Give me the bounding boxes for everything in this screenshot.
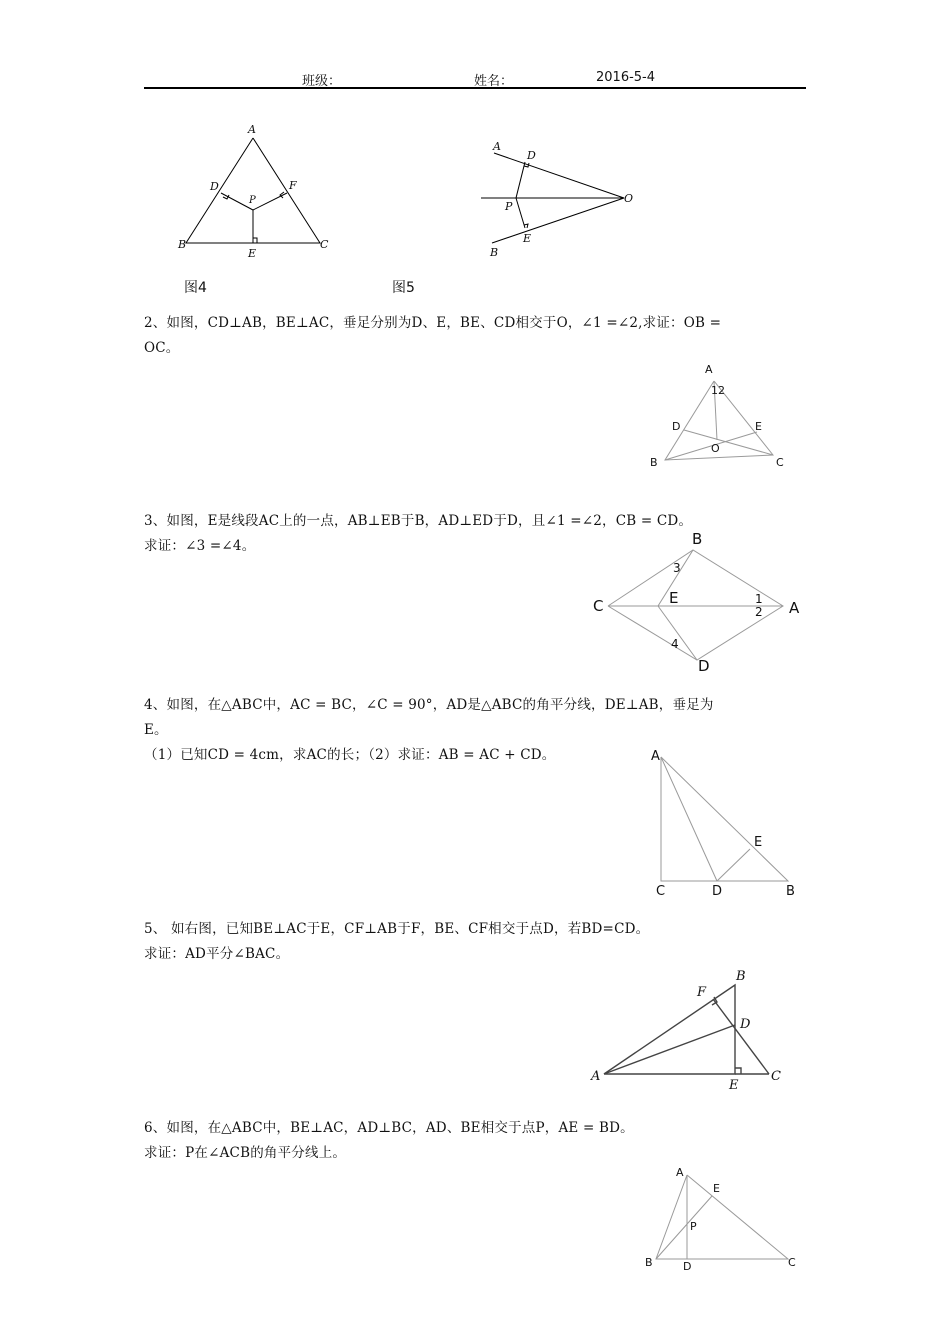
problem-2-line-2: OC。 (144, 340, 180, 356)
p3-label-b: B (692, 530, 703, 548)
p4-label-b: B (786, 884, 795, 899)
fig4-label-e: E (248, 247, 257, 260)
problem-5-line-2: 求证：AD平分∠BAC。 (144, 946, 290, 962)
p2-label-a: A (705, 363, 713, 376)
problem-2-line-1: 2、如图，CD⊥AB，BE⊥AC，垂足分别为D、E，BE、CD相交于O，∠1 =∠2,求证：OB = (144, 315, 722, 331)
p5-label-f: F (697, 985, 707, 1000)
p3-label-1: 1 (755, 592, 763, 606)
p5-label-b: B (736, 969, 746, 984)
problem-4-line-1: 4、如图，在△ABC中，AC = BC，∠C = 90°，AD是△ABC的角平分线，DE⊥AB，垂足为 (144, 697, 714, 713)
fig4-label-c: C (320, 238, 329, 251)
problem-3-line-1: 3、如图，E是线段AC上的一点，AB⊥EB于B，AD⊥ED于D，且∠1 =∠2，CB = CD。 (144, 513, 693, 529)
p4-label-e: E (754, 835, 763, 850)
header-rule (144, 87, 806, 89)
p3-label-e: E (669, 589, 679, 607)
p5-label-c: C (771, 1069, 781, 1084)
fig4-label-b: B (178, 238, 187, 251)
name-label: 姓名： (474, 74, 514, 89)
p5-label-d: D (740, 1017, 751, 1032)
figure-5-caption: 图5 (392, 280, 415, 296)
problem-6-line-1: 6、如图，在△ABC中，BE⊥AC，AD⊥BC，AD、BE相交于点P，AE = BD。 (144, 1120, 634, 1136)
problem-4-line-2: E。 (144, 722, 168, 738)
fig5-label-o: O (624, 192, 634, 205)
p3-label-3: 3 (673, 561, 681, 575)
date-text: 2016-5-4 (596, 70, 656, 85)
p2-label-o: O (711, 442, 720, 455)
p3-label-4: 4 (671, 637, 679, 651)
p3-label-2: 2 (755, 605, 763, 619)
p2-label-b: B (650, 456, 658, 469)
p5-label-a: A (591, 1069, 601, 1084)
fig4-label-a: A (248, 123, 256, 136)
p6-label-c: C (788, 1256, 796, 1269)
problem-6-text (144, 1116, 808, 1166)
fig4-label-d: D (210, 180, 219, 193)
p3-label-d: D (698, 657, 710, 675)
p4-label-c: C (656, 884, 666, 899)
problem-3-text (144, 509, 808, 559)
problem-2-text (144, 311, 808, 361)
fig5-label-a: A (493, 140, 501, 153)
p6-label-b: B (645, 1256, 653, 1269)
fig4-label-p: P (249, 195, 256, 206)
class-label: 班级： (302, 74, 342, 89)
p3-label-c: C (593, 597, 604, 615)
p4-label-a: A (651, 749, 660, 764)
problem-5-text (144, 917, 808, 967)
fig5-label-p: P (505, 200, 513, 213)
p3-label-a: A (789, 599, 800, 617)
fig5-label-d: D (527, 149, 536, 162)
p6-label-a: A (676, 1166, 684, 1179)
figure-4-caption: 图4 (184, 280, 207, 296)
fig4-label-f: F (289, 179, 297, 192)
problem-5-line-1: 5、 如右图，已知BE⊥AC于E，CF⊥AB于F，BE、CF相交于点D，若BD=CD。 (144, 921, 650, 937)
problem-4-line-3: （1）已知CD = 4cm，求AC的长；（2）求证：AB = AC + CD。 (144, 747, 556, 763)
problem-6-line-2: 求证：P在∠ACB的角平分线上。 (144, 1145, 347, 1161)
p6-label-d: D (683, 1260, 692, 1273)
p2-label-angles: 12 (711, 384, 725, 397)
p2-label-c: C (776, 456, 784, 469)
problem-4-text (144, 693, 808, 768)
p2-label-d: D (672, 420, 681, 433)
fig5-label-b: B (490, 246, 499, 259)
p4-label-d: D (712, 884, 723, 899)
p6-label-p: P (690, 1220, 697, 1233)
problem-3-line-2: 求证：∠3 =∠4。 (144, 538, 256, 554)
fig5-label-e: E (523, 232, 532, 245)
p2-label-e: E (755, 420, 762, 433)
p6-label-e: E (713, 1182, 720, 1195)
p5-label-e: E (729, 1078, 739, 1093)
